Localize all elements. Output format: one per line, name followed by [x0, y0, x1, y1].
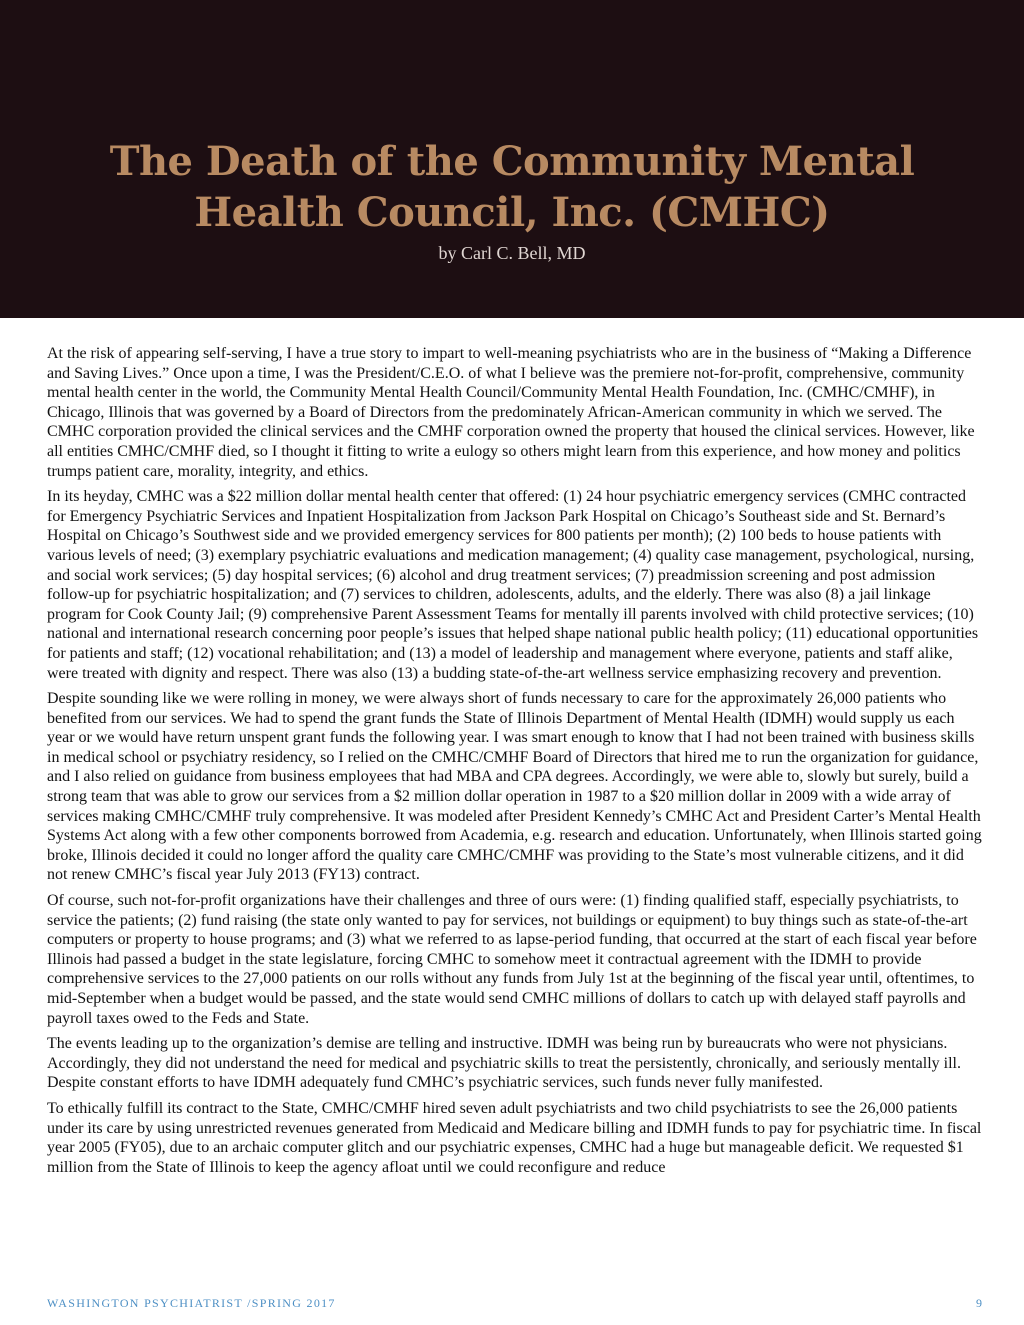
article-paragraph-2: In its heyday, CMHC was a $22 million dollar mental health center that offered: (1) 24 hour psychiatric emergency services (CMHC contracted for Emergency Psychiatric Services and Inpatient Hospitalization from Jackson Park Hospital on Chicago’s Southeast side and St. Bernard’s Hospital on Chicago’s Southwest side and we provided emergency services for 800 patients per month); (2) 100 beds to house patients with various levels of need; (3) exemplary psychiatric evaluations and medication management; (4) quality case management, psychological, nursing, and social work services; (5) day hospital services; (6) alcohol and drug treatment services; (7) preadmission screening and post admission follow-up for psychiatric hospitalization; and (7) services to children, adolescents, adults, and the elderly. There was also (8) a jail linkage program for Cook County Jail; (9) comprehensive Parent Assessment Teams for mentally ill parents involved with child protective services; (10) national and international research concerning poor people’s issues that helped shape national public health policy; (11) educational opportunities for patients and staff; (12) vocational rehabilitation; and (13) a model of leadership and management where everyone, patients and staff alike, were treated with dignity and respect. There was also (13) a budding state-of-the-art wellness service emphasizing recovery and prevention. — [47, 488, 979, 682]
article-paragraph-3: Despite sounding like we were rolling in money, we were always short of funds necessary to care for the approximately 26,000 patients who benefited from our services. We had to spend the grant funds the State of Illinois Department of Mental Health (IDMH) would supply us each year or we would have return unspent grant funds the following year. I was smart enough to know that I had not been trained with business skills in medical school or psychiatry residency, so I relied on the CMHC/CMHF Board of Directors that hired me to run the organization for guidance, and I also relied on guidance from business employees that had MBA and CPA degrees. Accordingly, we were able to, slowly but surely, build a strong team that was able to grow our services from a $2 million dollar operation in 1987 to a $20 million dollar in 2009 with a wide array of services making CMHC/CMHF truly comprehensive. It was modeled after President Kennedy’s CMHC Act and President Carter’s Mental Health Systems Act along with a few other components borrowed from Academia, e.g. research and education. Unfortunately, when Illinois started going broke, Illinois decided it could no longer afford the quality care CMHC/CMHF was providing to the State’s most vulnerable citizens, and it did not renew CMHC’s fiscal year July 2013 (FY13) contract. — [47, 690, 982, 884]
article-paragraph-4: Of course, such not-for-profit organizations have their challenges and three of ours were: (1) finding qualified staff, especially psychiatrists, to service the patients; (2) fund raising (the state only wanted to pay for services, not buildings or equipment) to buy things such as state-of-the-art computers or property to house programs; and (3) what we referred to as lapse-period funding, that occurred at the start of each fiscal year before Illinois had passed a budget in the state legislature, forcing CMHC to somehow meet it contractual agreement with the IDMH to provide comprehensive services to the 27,000 patients on our rolls without any funds from July 1st at the beginning of the fiscal year until, oftentimes, to mid-September when a budget would be passed, and the state would send CMHC millions of dollars to catch up with delayed staff payrolls and payroll taxes owed to the Feds and State. — [47, 892, 977, 1027]
article-paragraph-1: At the risk of appearing self-serving, I have a true story to impart to well-meaning psychiatrists who are in the business of “Making a Difference and Saving Lives.” Once upon a time, I was the President/C.E.O. of what I believe was the premiere not-for-profit, comprehensive, community mental health center in the world, the Community Mental Health Council/Community Mental Health Foundation, Inc. (CMHC/CMHF), in Chicago, Illinois that was governed by a Board of Directors from the predominately African-American community in which we served. The CMHC corporation provided the clinical services and the CMHF corporation owned the property that housed the clinical services. However, like all entities CMHC/CMHF died, so I thought it fitting to write a eulogy so others might learn from this experience, and how money and politics trumps patient care, morality, integrity, and ethics. — [47, 345, 975, 480]
article-paragraph-6: To ethically fulfill its contract to the State, CMHC/CMHF hired seven adult psychiatrists and two child psychiatrists to see the 26,000 patients under its care by using unrestricted revenues generated from Medicaid and Medicare billing and IDMH funds to pay for psychiatric time. In fiscal year 2005 (FY05), due to an archaic computer glitch and our psychiatric expenses, CMHC had a huge but manageable deficit. We requested $1 million from the State of Illinois to keep the agency afloat until we could reconfigure and reduce — [47, 1099, 982, 1176]
article-title: The Death of the Community Mental Health Council, Inc. (CMHC) — [109, 138, 915, 236]
article-header-banner — [0, 0, 1024, 318]
footer-page-number: 9 — [976, 1296, 982, 1310]
article-paragraph-5: The events leading up to the organization’s demise are telling and instructive. IDMH was being run by bureaucrats who were not physicians. Accordingly, they did not understand the need for medical and psychiatric skills to treat the persistently, chronically, and seriously mentally ill. Despite constant efforts to have IDMH adequately fund CMHC’s psychiatric services, such funds never fully manifested. — [47, 1035, 961, 1092]
article-byline: by Carl C. Bell, MD — [438, 243, 586, 263]
article-body — [47, 344, 983, 1183]
footer-publication: WASHINGTON PSYCHIATRIST /SPRING 2017 — [47, 1296, 336, 1310]
